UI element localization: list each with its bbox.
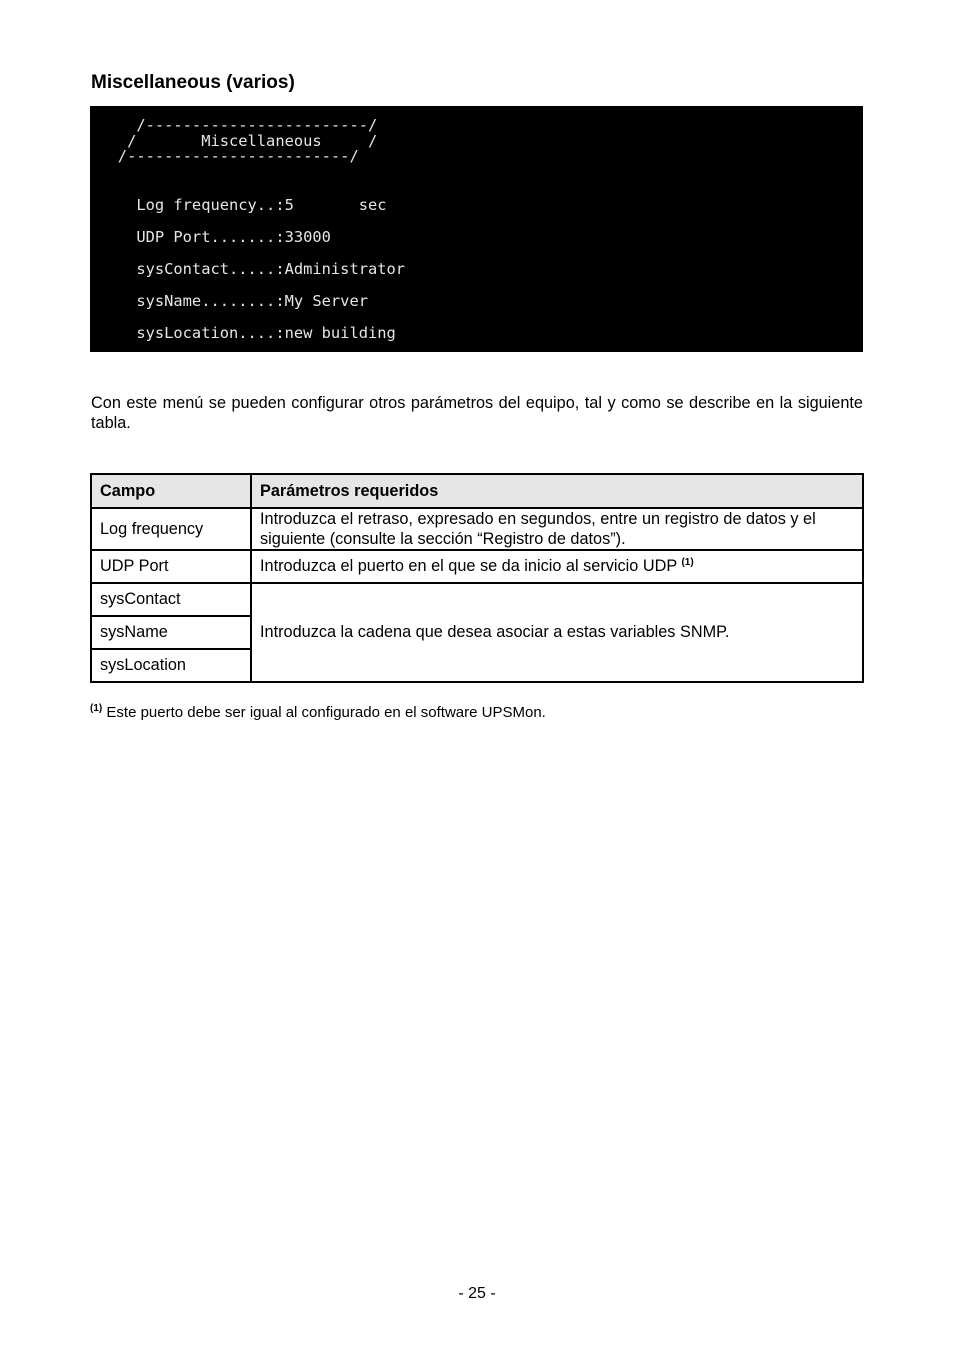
terminal-line: Log frequency..:5 sec — [90, 196, 387, 214]
terminal-line: UDP Port.......:33000 — [90, 228, 331, 246]
header-parameters: Parámetros requeridos — [251, 474, 863, 508]
description-cell: Introduzca la cadena que desea asociar a estas variables SNMP. — [251, 583, 863, 682]
parameters-table — [90, 473, 864, 683]
field-cell: UDP Port — [91, 550, 251, 583]
footnote-ref: (1) — [681, 557, 694, 568]
field-cell: sysLocation — [91, 649, 251, 682]
description-text: Introduzca el puerto en el que se da inicio al servicio UDP — [260, 557, 677, 575]
description-cell — [251, 550, 863, 583]
footnote-text: Este puerto debe ser igual al configurado en el software UPSMon. — [106, 704, 546, 721]
section-title: Miscellaneous (varios) — [91, 72, 295, 93]
terminal-line: sysContact.....:Administrator — [90, 260, 406, 278]
description-cell: Introduzca el retraso, expresado en segundos, entre un registro de datos y el siguiente (consulte la sección “Registro de datos”). — [251, 508, 863, 550]
field-cell: Log frequency — [91, 508, 251, 550]
table-row — [91, 583, 863, 616]
table-header-row — [91, 474, 863, 508]
terminal-line: sysName........:My Server — [90, 292, 368, 310]
terminal-line: /------------------------/ — [90, 147, 359, 165]
table-row — [91, 550, 863, 583]
terminal-line: /------------------------/ — [90, 116, 378, 134]
field-cell: sysContact — [91, 583, 251, 616]
terminal-line: sysLocation....:new building — [90, 324, 396, 342]
footnote — [90, 704, 546, 721]
table-row — [91, 508, 863, 550]
footnote-marker: (1) — [90, 703, 103, 714]
field-cell: sysName — [91, 616, 251, 649]
header-field: Campo — [91, 474, 251, 508]
intro-paragraph: Con este menú se pueden configurar otros parámetros del equipo, tal y como se describe en la siguiente tabla. — [91, 394, 863, 432]
page-number: - 25 - — [458, 1285, 496, 1302]
terminal-screen — [90, 106, 863, 352]
terminal-line: / Miscellaneous / — [90, 132, 378, 150]
